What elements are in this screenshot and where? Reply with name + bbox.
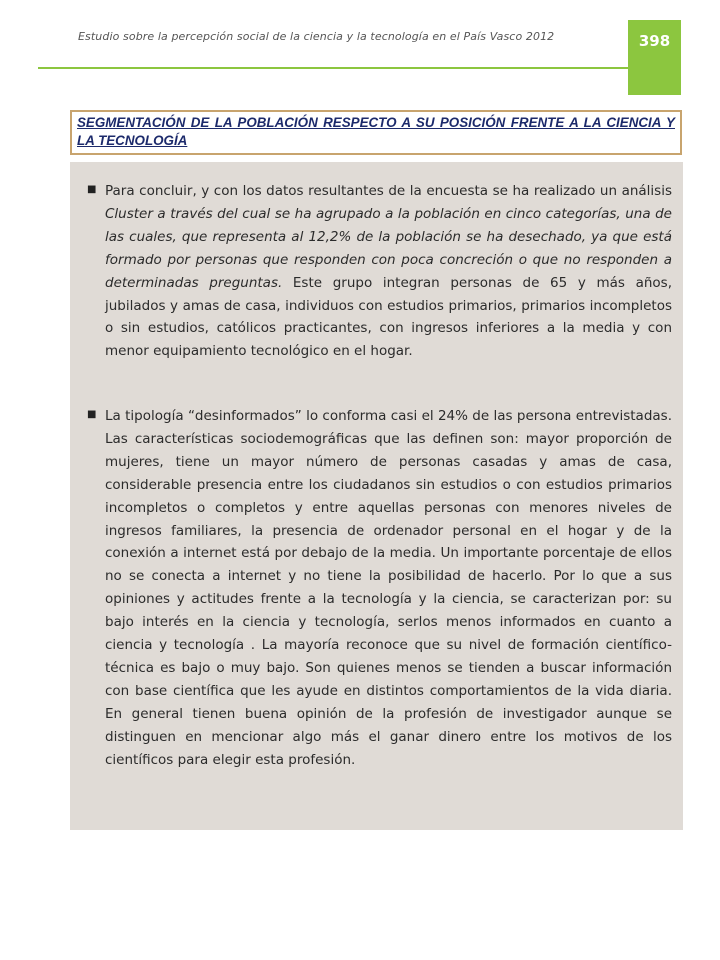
section-heading: SEGMENTACIÓN DE LA POBLACIÓN RESPECTO A SU POSICIÓN FRENTE A LA CIENCIA Y LA TECNOLOGÍA — [77, 115, 675, 148]
paragraph-text: Para concluir, y con los datos resultantes de la encuesta se ha realizado un análisis — [105, 183, 672, 199]
page-number: 398 — [638, 32, 671, 50]
header-divider — [38, 67, 628, 69]
paragraph-text: Este grupo integran personas de 65 y más años, jubilados y amas de casa, individuos con estudios primarios, primarios incompletos o sin estudios, católicos practicantes, con ingresos inferiores a la media y con menor equipamiento tecnológico en el hogar. — [105, 274, 672, 360]
page-number-badge — [628, 20, 681, 95]
paragraph-cluster-analysis — [105, 180, 672, 363]
section-heading-box — [70, 110, 682, 155]
content-panel — [70, 162, 683, 830]
bullet-marker: ■ — [87, 184, 97, 195]
running-header-title: Estudio sobre la percepción social de la ciencia y la tecnología en el País Vasco 2012 — [78, 30, 555, 43]
bullet-marker: ■ — [87, 409, 97, 420]
paragraph-text-italic: Cluster a través del cual se ha agrupado a la población en cinco categorías, una de las cuales, que representa al 12,2% de la población se ha desechado, ya que está formado por personas que responden con poca concreción o que no responden a determinadas preguntas. — [105, 205, 672, 291]
paragraph-desinformados: La tipología “desinformados” lo conforma casi el 24% de las persona entrevistadas. Las características sociodemográficas que las definen son: mayor proporción de mujeres, tiene un mayor número de personas casadas y amas de casa, considerable presencia entre los ciudadanos sin estudios o con estudios primarios incompletos o completos y entre aquellas personas con menores niveles de ingresos familiares, la presencia de ordenador personal en el hogar y de la conexión a internet está por debajo de la media. Un importante porcentaje de ellos no se conecta a internet y no tiene la posibilidad de hacerlo. Por lo que a sus opiniones y actitudes frente a la tecnología y la ciencia, se caracterizan por: su bajo interés en la ciencia y tecnología, serlos menos informados en cuanto a ciencia y tecnología . La mayoría reconoce que su nivel de formación científico-técnica es bajo o muy bajo. Son quienes menos se tienden a buscar información con base científica que les ayude en distintos comportamientos de la vida diaria. En general tienen buena opinión de la profesión de investigador aunque se distinguen en mencionar algo más el ganar dinero entre los motivos de los científicos para elegir esta profesión. — [105, 408, 672, 768]
